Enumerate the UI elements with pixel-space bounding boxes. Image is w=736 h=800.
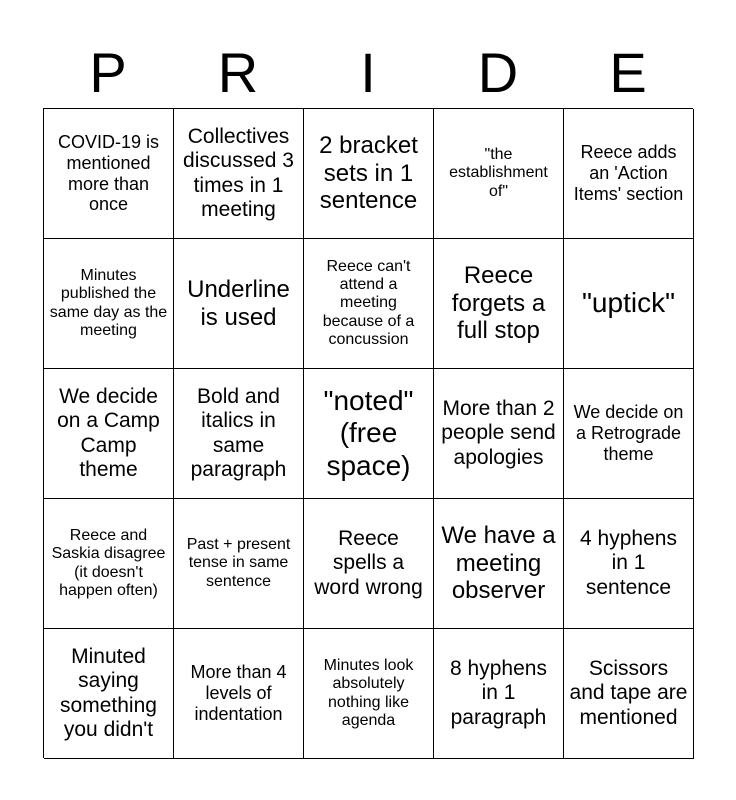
bingo-cell-text: We decide on a Retrograde theme	[573, 402, 684, 464]
bingo-cell[interactable]	[434, 369, 564, 499]
header-letter-e: E	[609, 41, 647, 104]
bingo-cell-text: Minutes published the same day as the meeting	[49, 266, 168, 339]
bingo-cell-text: "uptick"	[581, 287, 676, 319]
bingo-cell[interactable]	[564, 239, 694, 369]
bingo-cell[interactable]	[174, 109, 304, 239]
bingo-cell[interactable]	[304, 629, 434, 759]
bingo-cell-text: Past + present tense in same sentence	[186, 535, 291, 590]
bingo-cell[interactable]	[434, 239, 564, 369]
header-letter-i: I	[360, 41, 376, 104]
bingo-cell-text: Collectives discussed 3 times in 1 meeting	[183, 125, 294, 221]
bingo-cell-text: Minutes look absolutely nothing like agenda	[323, 656, 414, 729]
bingo-cell-text: Reece adds an 'Action Items' section	[573, 142, 684, 204]
bingo-cell[interactable]	[174, 369, 304, 499]
bingo-cell[interactable]	[44, 499, 174, 629]
bingo-cell[interactable]	[44, 239, 174, 369]
bingo-cell[interactable]	[564, 499, 694, 629]
bingo-cell[interactable]	[44, 629, 174, 759]
bingo-cell-text: Reece forgets a full stop	[451, 262, 546, 345]
bingo-cell-text: Reece and Saskia disagree (it doesn't happen often)	[51, 526, 166, 599]
bingo-cell-text: We have a meeting observer	[441, 522, 556, 605]
bingo-cell-text: 8 hyphens in 1 paragraph	[450, 657, 547, 729]
bingo-cell[interactable]	[44, 109, 174, 239]
bingo-cell-free-space[interactable]	[304, 369, 434, 499]
bingo-header	[43, 38, 693, 108]
bingo-cell-text: 4 hyphens in 1 sentence	[580, 527, 677, 599]
bingo-cell-text: Bold and italics in same paragraph	[190, 385, 287, 481]
bingo-cell-text: More than 4 levels of indentation	[190, 662, 287, 724]
bingo-cell[interactable]	[174, 499, 304, 629]
bingo-cell[interactable]	[44, 369, 174, 499]
bingo-cell[interactable]	[434, 629, 564, 759]
bingo-cell[interactable]	[434, 499, 564, 629]
bingo-cell[interactable]	[304, 239, 434, 369]
bingo-cell[interactable]	[564, 629, 694, 759]
bingo-cell-text: COVID-19 is mentioned more than once	[57, 132, 160, 215]
header-letter-d: D	[477, 41, 519, 104]
header-letter-p: P	[89, 41, 127, 104]
bingo-cell-text: Reece spells a word wrong	[314, 527, 423, 599]
bingo-cell[interactable]	[304, 109, 434, 239]
bingo-cell-text: "the establishment of"	[449, 145, 548, 200]
bingo-cell-text: 2 bracket sets in 1 sentence	[319, 132, 418, 215]
bingo-cell-text: Scissors and tape are mentioned	[569, 657, 688, 729]
bingo-cell[interactable]	[564, 109, 694, 239]
bingo-cell[interactable]	[174, 629, 304, 759]
bingo-cell-text: We decide on a Camp Camp theme	[57, 385, 160, 481]
bingo-cell-text: Reece can't attend a meeting because of a concussion	[322, 257, 415, 349]
bingo-board	[43, 108, 693, 758]
bingo-cell[interactable]	[174, 239, 304, 369]
bingo-cell-text: Underline is used	[187, 275, 290, 331]
bingo-cell-text: More than 2 people send apologies	[441, 397, 556, 469]
bingo-cell[interactable]	[304, 499, 434, 629]
bingo-cell-text: "noted" (free space)	[323, 385, 414, 481]
header-letter-r: R	[217, 41, 259, 104]
bingo-cell[interactable]	[434, 109, 564, 239]
bingo-cell-text: Minuted saying something you didn't	[60, 645, 157, 741]
bingo-cell[interactable]	[564, 369, 694, 499]
